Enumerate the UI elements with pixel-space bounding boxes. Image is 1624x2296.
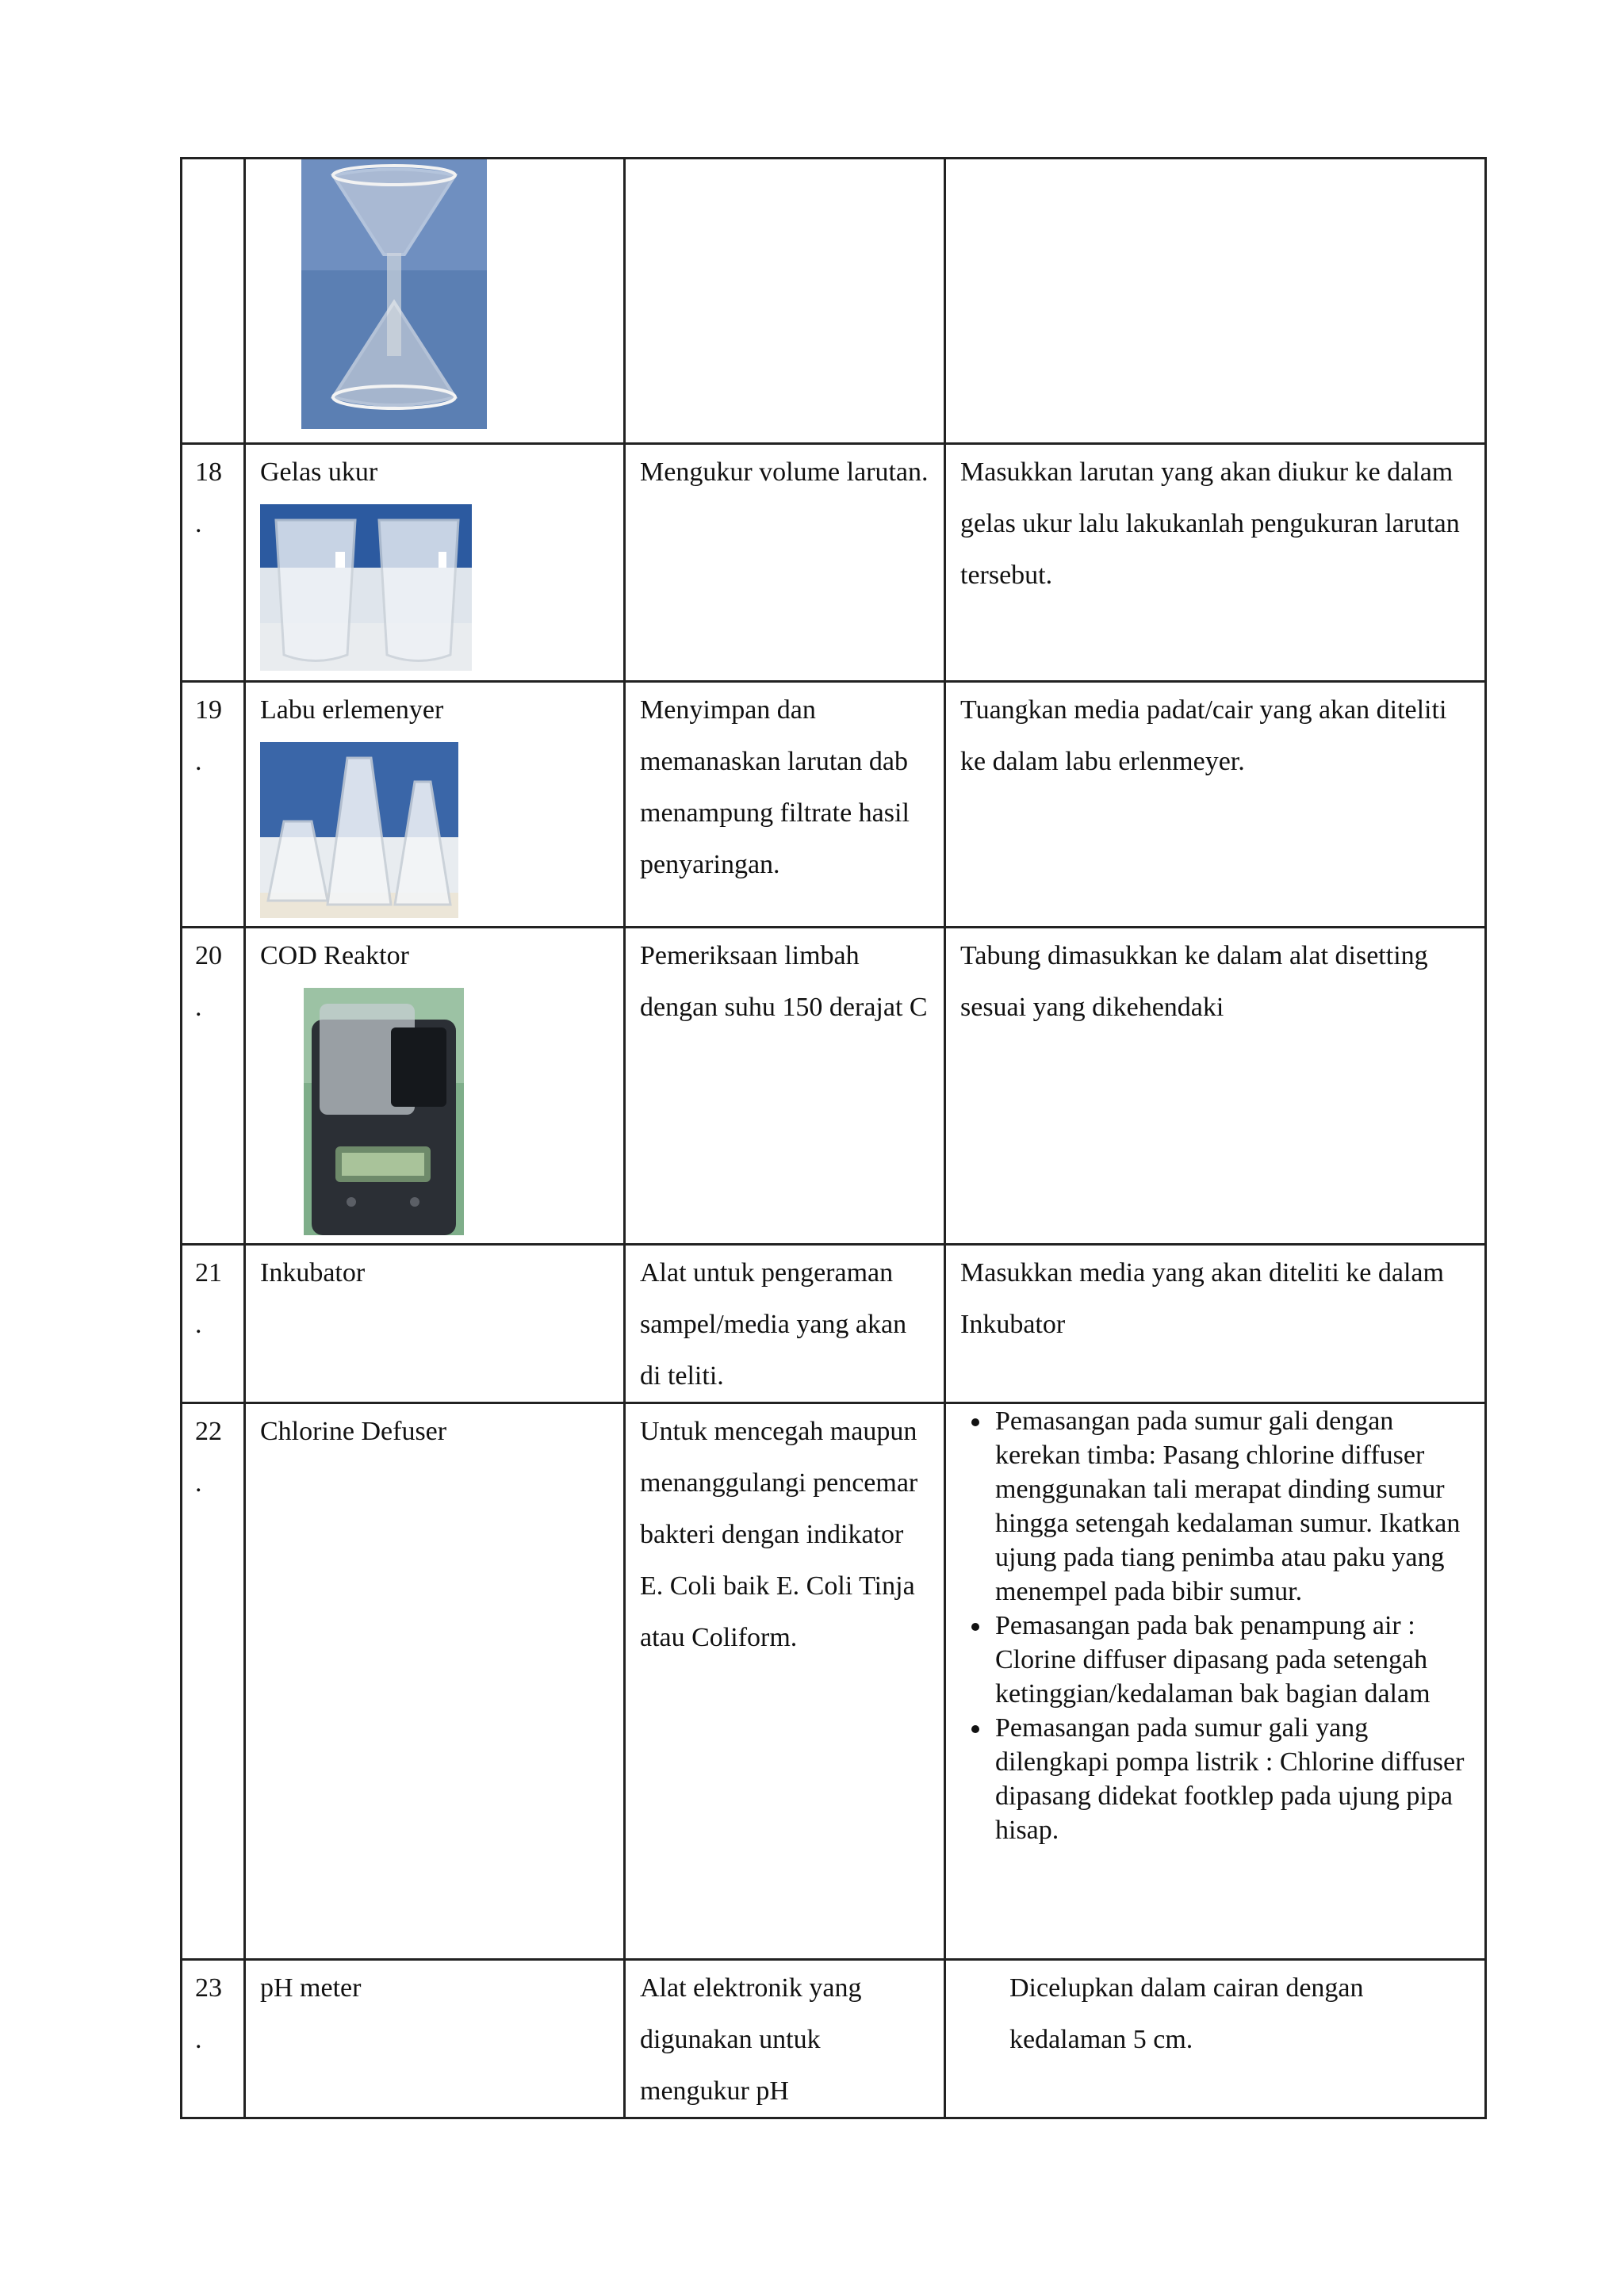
- table-row: [182, 444, 1486, 682]
- no-cell: [182, 682, 245, 928]
- function-text: Alat untuk pengeraman sampel/media yang akan di teliti.: [640, 1258, 907, 1391]
- row-number: 21: [195, 1258, 222, 1288]
- function-text: Menyimpan dan memanaskan larutan dab menampung filtrate hasil penyaringan.: [640, 695, 910, 879]
- row-number-dot: .: [195, 509, 202, 538]
- no-cell: [182, 159, 245, 444]
- name-cell: [245, 1245, 625, 1403]
- table-row: [182, 1403, 1486, 1960]
- usage-cell: [945, 159, 1486, 444]
- usage-text: Dicelupkan dalam cairan dengan kedalaman 5 cm.: [1009, 1973, 1364, 2054]
- usage-text: Tabung dimasukkan ke dalam alat disetting sesuai yang dikehendaki: [960, 941, 1428, 1022]
- funnel-image: [246, 159, 623, 429]
- function-text: Untuk mencegah maupun menanggulangi pencemar bakteri dengan indikator E. Coli baik E. Coli Tinja atau Coliform.: [640, 1417, 918, 1652]
- item-name: COD Reaktor: [260, 941, 409, 970]
- usage-text: Masukkan larutan yang akan diukur ke dalam gelas ukur lalu lakukanlah pengukuran larutan tersebut.: [960, 457, 1460, 590]
- function-text: Alat elektronik yang digunakan untuk mengukur pH: [640, 1973, 862, 2106]
- row-number: 19: [195, 695, 222, 725]
- no-cell: [182, 1403, 245, 1960]
- no-cell: [182, 928, 245, 1245]
- item-name: Inkubator: [260, 1258, 366, 1288]
- function-text: Pemeriksaan limbah dengan suhu 150 derajat C: [640, 941, 928, 1022]
- row-number: 22: [195, 1417, 222, 1446]
- row-number: 23: [195, 1973, 222, 2003]
- row-number-dot: .: [195, 1468, 202, 1498]
- name-cell: [245, 1960, 625, 2118]
- usage-cell: [945, 1403, 1486, 1960]
- usage-cell: [945, 444, 1486, 682]
- name-cell: [245, 444, 625, 682]
- no-cell: [182, 444, 245, 682]
- name-cell: [245, 928, 625, 1245]
- usage-text: Masukkan media yang akan diteliti ke dalam Inkubator: [960, 1258, 1444, 1339]
- function-text: Mengukur volume larutan.: [640, 457, 929, 487]
- list-item: • Pemasangan pada sumur gali dengan kerekan timba: Pasang chlorine diffuser menggunakan tali merapat dinding sumur hingga setengah kedalaman sumur. Ikatkan ujung pada tiang penimba atau paku yang menempel pada bibir sumur.: [992, 1404, 1477, 1609]
- table-row: [182, 928, 1486, 1245]
- beakers-image: [260, 504, 609, 671]
- name-cell: [245, 1403, 625, 1960]
- no-cell: [182, 1960, 245, 2118]
- item-name: Gelas ukur: [260, 457, 378, 487]
- list-item: • Pemasangan pada sumur gali yang dilengkapi pompa listrik : Chlorine diffuser dipasang didekat footklep pada ujung pipa hisap.: [992, 1711, 1477, 1847]
- function-cell: [625, 682, 945, 928]
- table-row: [182, 159, 1486, 444]
- item-name: Chlorine Defuser: [260, 1417, 447, 1446]
- function-cell: [625, 1403, 945, 1960]
- usage-cell: [945, 1960, 1486, 2118]
- table-row: [182, 1245, 1486, 1403]
- item-name: Labu erlemenyer: [260, 695, 444, 725]
- row-number: 20: [195, 941, 222, 970]
- no-cell: [182, 1245, 245, 1403]
- row-number-dot: .: [195, 1310, 202, 1339]
- function-cell: [625, 159, 945, 444]
- function-cell: [625, 1245, 945, 1403]
- function-cell: [625, 444, 945, 682]
- usage-bullet-list: [946, 1404, 1484, 1847]
- name-cell: [245, 682, 625, 928]
- name-cell: [245, 159, 625, 444]
- cod-reactor-image: [260, 988, 609, 1235]
- table-row: [182, 682, 1486, 928]
- equipment-table: [180, 157, 1487, 2119]
- usage-cell: [945, 928, 1486, 1245]
- row-number-dot: .: [195, 747, 202, 776]
- list-item: • Pemasangan pada bak penampung air : Clorine diffuser dipasang pada setengah ketinggian/kedalaman bak bagian dalam: [992, 1609, 1477, 1711]
- row-number-dot: .: [195, 2025, 202, 2054]
- row-number-dot: .: [195, 993, 202, 1022]
- function-cell: [625, 928, 945, 1245]
- usage-text: Tuangkan media padat/cair yang akan diteliti ke dalam labu erlenmeyer.: [960, 695, 1447, 776]
- erlenmeyer-flasks-image: [260, 742, 609, 918]
- row-number: 18: [195, 457, 222, 487]
- usage-cell: [945, 1245, 1486, 1403]
- usage-cell: [945, 682, 1486, 928]
- item-name: pH meter: [260, 1973, 362, 2003]
- function-cell: [625, 1960, 945, 2118]
- table-row: [182, 1960, 1486, 2118]
